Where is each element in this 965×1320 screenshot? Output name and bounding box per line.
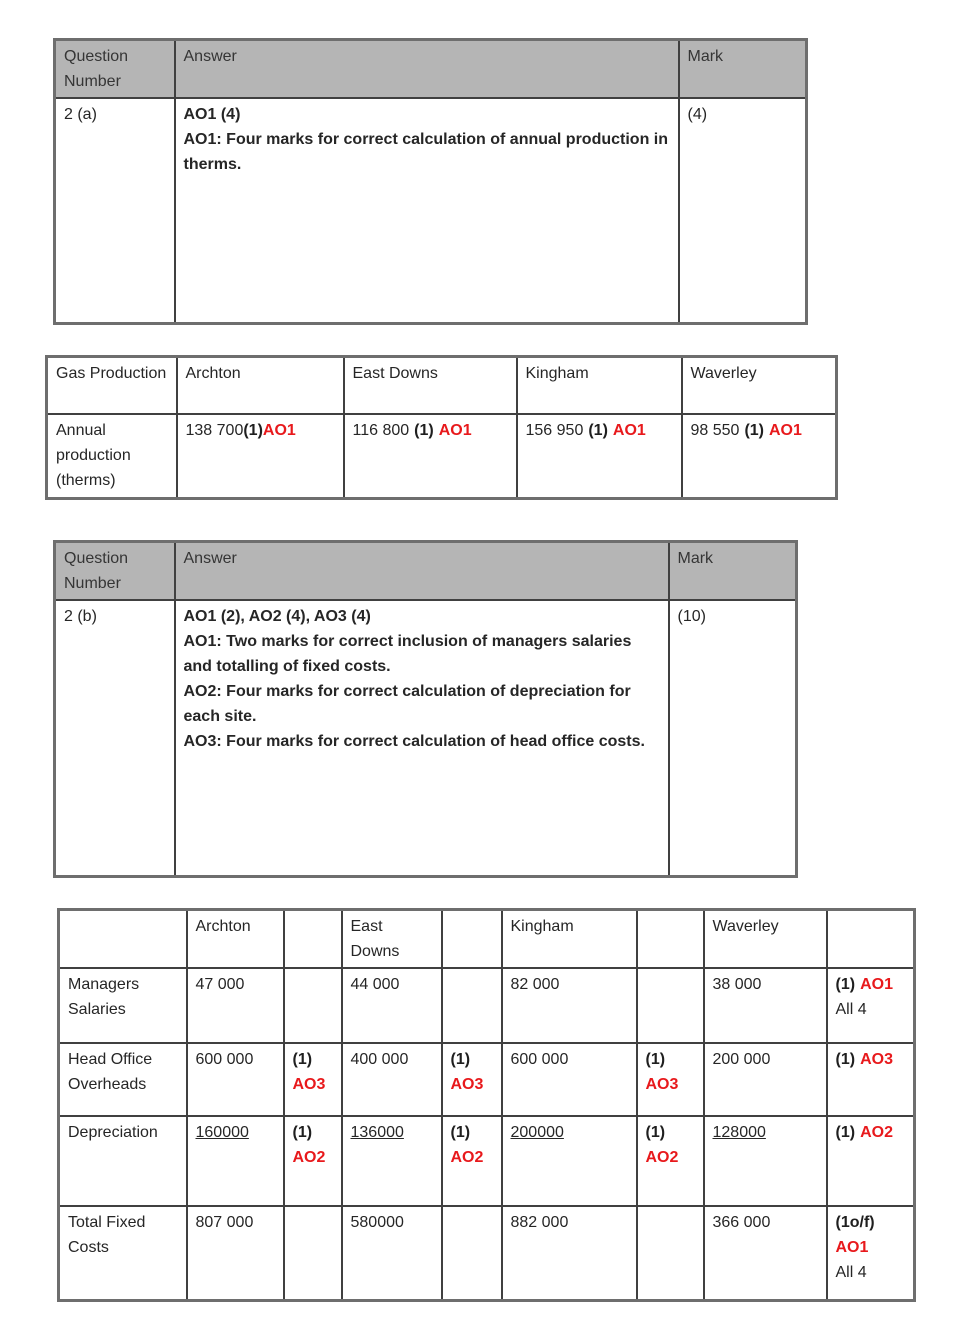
mark-point: (1)	[450, 1051, 471, 1068]
value-kingham: 200000	[502, 1116, 637, 1206]
ao-annotation-cell	[637, 1043, 704, 1116]
site-header-archton: Archton	[187, 910, 284, 969]
production-value: 116 800	[352, 421, 410, 439]
site-header-kingham: Kingham	[502, 910, 637, 969]
production-value: 98 550	[690, 421, 740, 439]
mark-point: (1)	[744, 421, 764, 439]
mark-point: (1)	[835, 1124, 856, 1141]
annual-production-label: Annual production (therms)	[47, 414, 177, 499]
annotation-note: All 4	[835, 1264, 867, 1281]
answer-header: Answer	[175, 40, 679, 99]
answer-header: Answer	[175, 542, 669, 601]
answer-ao1-description: AO1: Two marks for correct inclusion of managers salaries and totalling of fixed costs.	[183, 633, 632, 675]
question-2a-table	[53, 38, 808, 325]
mark-point: (1)	[835, 976, 856, 993]
ao-tag: AO1	[438, 421, 472, 439]
value-archton: 160000	[187, 1116, 284, 1206]
row-label-depreciation: Depreciation	[59, 1116, 187, 1206]
answer-ao3-description: AO3: Four marks for correct calculation of head office costs.	[183, 733, 645, 750]
ao-tag: AO1	[612, 421, 646, 439]
annotation-line	[836, 1120, 906, 1145]
annotation-note: All 4	[835, 1001, 867, 1018]
value-east-downs: 580000	[342, 1206, 442, 1300]
fixed-costs-table	[57, 908, 916, 1302]
row-label-managers-salaries: Managers Salaries	[59, 968, 187, 1043]
ao-tag: AO1	[860, 976, 893, 993]
answer-cell-2a	[175, 98, 679, 323]
final-annotation-cell	[827, 1116, 915, 1206]
production-value: 156 950	[525, 421, 584, 439]
question-2b-table	[53, 540, 798, 878]
gas-value-east-downs	[344, 414, 517, 499]
gas-production-title: Gas Production	[47, 357, 177, 414]
mark-point: (1)	[450, 1124, 471, 1141]
ao-tag: AO3	[450, 1076, 484, 1093]
site-header-waverley: Waverley	[682, 357, 837, 414]
site-header-archton: Archton	[177, 357, 344, 414]
production-value: 138 700	[185, 421, 244, 439]
ao-annotation-cell	[637, 968, 704, 1043]
question-number-cell-2a: 2 (a)	[55, 98, 175, 323]
answer-ao1-description: AO1: Four marks for correct calculation of annual production in therms.	[183, 131, 669, 173]
mark-point: (1)	[645, 1051, 666, 1068]
annotation-line	[836, 1047, 906, 1072]
annotation-header-empty	[827, 910, 915, 969]
ao-annotation-cell	[284, 1206, 342, 1300]
final-annotation-cell	[827, 1043, 915, 1116]
site-header-kingham: Kingham	[517, 357, 682, 414]
mark-point: (1o/f)	[835, 1214, 875, 1231]
value-kingham: 600 000	[502, 1043, 637, 1116]
question-number-header: Question Number	[55, 40, 175, 99]
mark-point: (1)	[243, 421, 263, 439]
mark-point: (1)	[588, 421, 608, 439]
ao-tag: AO1	[262, 421, 296, 439]
value-kingham: 82 000	[502, 968, 637, 1043]
answer-cell-2b	[175, 600, 669, 876]
mark-header: Mark	[669, 542, 797, 601]
ao-tag: AO3	[292, 1076, 326, 1093]
ao-tag: AO3	[860, 1051, 893, 1068]
site-header-east-downs: East Downs	[342, 910, 442, 969]
row-label-total-fixed-costs: Total Fixed Costs	[59, 1206, 187, 1300]
question-number-cell-2b: 2 (b)	[55, 600, 175, 876]
annotation-header-empty	[637, 910, 704, 969]
mark-point: (1)	[835, 1051, 856, 1068]
mark-point: (1)	[645, 1124, 666, 1141]
value-archton: 807 000	[187, 1206, 284, 1300]
site-header-waverley: Waverley	[704, 910, 827, 969]
ao-annotation-cell	[637, 1206, 704, 1300]
mark-point: (1)	[292, 1124, 313, 1141]
annotation-header-empty	[284, 910, 342, 969]
value-waverley: 128000	[704, 1116, 827, 1206]
ao-annotation-cell	[442, 1116, 502, 1206]
value-waverley: 366 000	[704, 1206, 827, 1300]
value-archton: 600 000	[187, 1043, 284, 1116]
ao-annotation-cell	[442, 1206, 502, 1300]
annotation-line	[836, 972, 906, 997]
ao-tag: AO2	[860, 1124, 893, 1141]
annotation-line	[836, 1210, 906, 1260]
final-annotation-cell	[827, 968, 915, 1043]
mark-point: (1)	[414, 421, 434, 439]
ao-annotation-cell	[442, 968, 502, 1043]
annotation-header-empty	[442, 910, 502, 969]
answer-ao-summary: AO1 (4)	[183, 106, 241, 123]
ao-annotation-cell	[284, 1116, 342, 1206]
ao-annotation-cell	[442, 1043, 502, 1116]
ao-annotation-cell	[284, 968, 342, 1043]
value-east-downs: 136000	[342, 1116, 442, 1206]
mark-cell-2b: (10)	[669, 600, 797, 876]
answer-ao2-description: AO2: Four marks for correct calculation of depreciation for each site.	[183, 683, 631, 725]
value-waverley: 200 000	[704, 1043, 827, 1116]
row-label-head-office-overheads: Head Office Overheads	[59, 1043, 187, 1116]
ao-tag: AO1	[769, 421, 802, 439]
gas-production-table	[45, 355, 838, 500]
ao-annotation-cell	[637, 1116, 704, 1206]
answer-ao-summary: AO1 (2), AO2 (4), AO3 (4)	[183, 608, 371, 625]
gas-value-kingham	[517, 414, 682, 499]
value-archton: 47 000	[187, 968, 284, 1043]
value-east-downs: 400 000	[342, 1043, 442, 1116]
ao-tag: AO1	[835, 1239, 869, 1256]
ao-tag: AO2	[292, 1149, 326, 1166]
value-east-downs: 44 000	[342, 968, 442, 1043]
final-annotation-cell	[827, 1206, 915, 1300]
gas-value-archton	[177, 414, 344, 499]
site-header-east-downs: East Downs	[344, 357, 517, 414]
question-number-header: Question Number	[55, 542, 175, 601]
ao-annotation-cell	[284, 1043, 342, 1116]
mark-cell-2a: (4)	[679, 98, 807, 323]
ao-tag: AO2	[450, 1149, 484, 1166]
mark-header: Mark	[679, 40, 807, 99]
value-waverley: 38 000	[704, 968, 827, 1043]
corner-empty-cell	[59, 910, 187, 969]
ao-tag: AO3	[645, 1076, 679, 1093]
value-kingham: 882 000	[502, 1206, 637, 1300]
gas-value-waverley	[682, 414, 837, 499]
ao-tag: AO2	[645, 1149, 679, 1166]
mark-point: (1)	[292, 1051, 313, 1068]
